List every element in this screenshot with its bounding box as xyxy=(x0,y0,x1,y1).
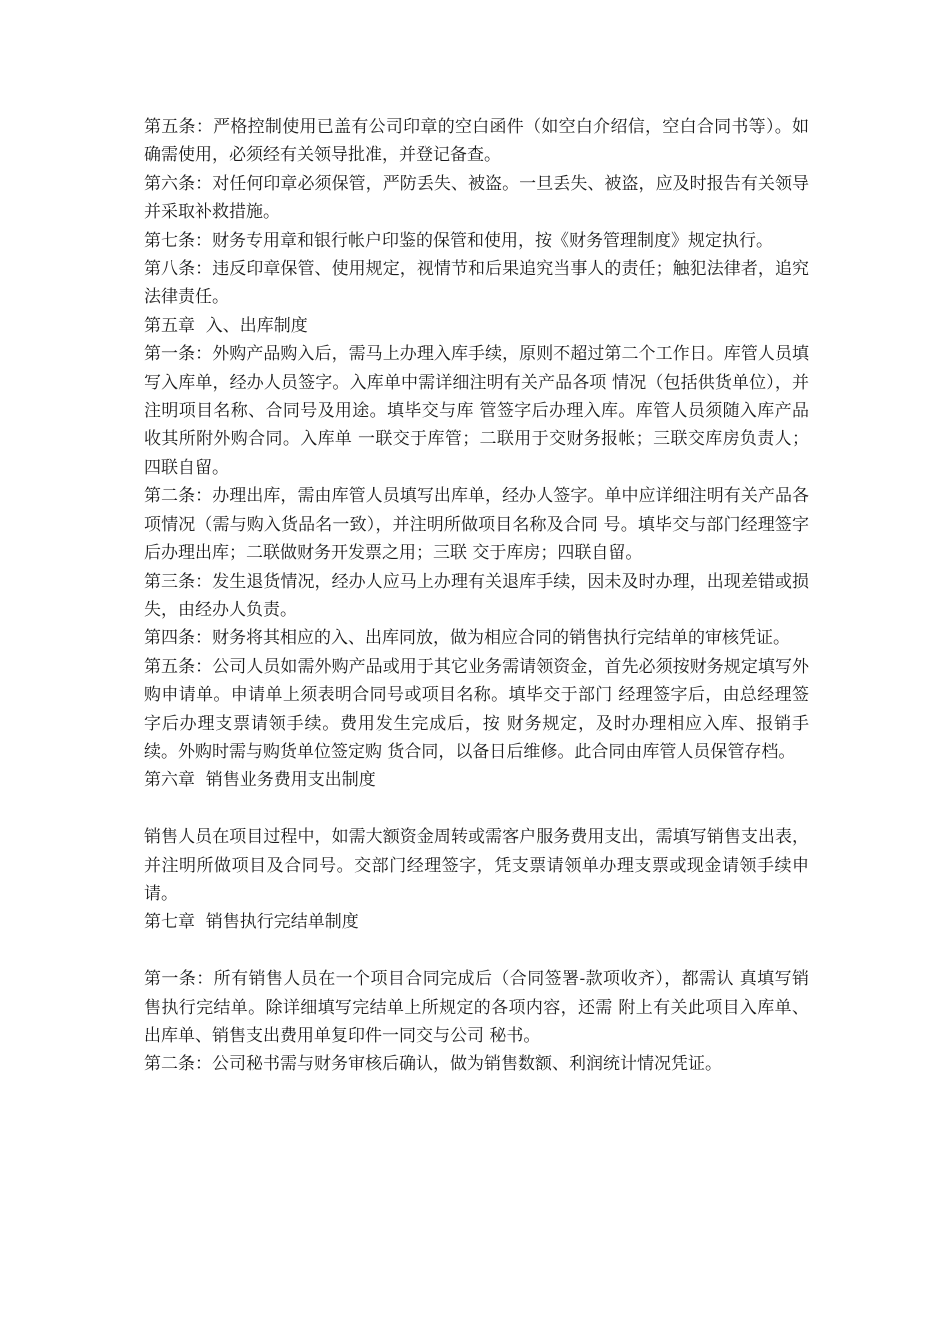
ch5-article-5: 第五条：公司人员如需外购产品或用于其它业务需请领资金，首先必须按财务规定填写外购申请单。申请单上须表明合同号或项目名称。填毕交于部门 经理签字后，由总经理签字后办理支票请领手续。费用发生完成后，按 财务规定，及时办理相应入库、报销手续。外购时需与购货单位签定购 货合同，以备日后维修。此合同由库管人员保管存档。 xyxy=(144,656,809,762)
blank-line-1 xyxy=(144,795,809,823)
chapter-6-heading: 第六章 销售业务费用支出制度 xyxy=(144,770,376,791)
blank-line-2 xyxy=(144,937,809,965)
ch5-article-4: 第四条：财务将其相应的入、出库同放，做为相应合同的销售执行完结单的审核凭证。 xyxy=(144,628,790,649)
document-body xyxy=(144,113,809,1079)
ch5-article-1: 第一条：外购产品购入后，需马上办理入库手续，原则不超过第二个工作日。库管人员填写入库单，经办人员签字。入库单中需详细注明有关产品各项 情况（包括供货单位），并注明项目名称、合同号及用途。填毕交与库 管签字后办理入库。库管人员须随入库产品收其所附外购合同。入库单 一联交于库管；二联用于交财务报帐；三联交库房负责人；四联自留。 xyxy=(144,344,809,478)
chapter-7-heading: 第七章 销售执行完结单制度 xyxy=(144,912,359,933)
ch6-body: 销售人员在项目过程中，如需大额资金周转或需客户服务费用支出，需填写销售支出表，并注明所做项目及合同号。交部门经理签字，凭支票请领单办理支票或现金请领手续申请。 xyxy=(144,827,809,904)
ch5-article-3: 第三条：发生退货情况，经办人应马上办理有关退库手续，因未及时办理，出现差错或损失，由经办人负责。 xyxy=(144,571,809,620)
ch7-article-1: 第一条：所有销售人员在一个项目合同完成后（合同签署-款项收齐），都需认 真填写销售执行完结单。除详细填写完结单上所规定的各项内容，还需 附上有关此项目入库单、出库单、销售支出费用单复印件一同交与公司 秘书。 xyxy=(144,969,809,1046)
article-6-seal-custody: 第六条：对任何印章必须保管，严防丢失、被盗。一旦丢失、被盗，应及时报告有关领导并采取补救措施。 xyxy=(144,173,809,223)
article-5-seal-blank-letters: 第五条：严格控制使用已盖有公司印章的空白函件（如空白介绍信，空白合同书等）。如确需使用，必须经有关领导批准，并登记备查。 xyxy=(144,117,809,166)
ch5-article-2: 第二条：办理出库，需由库管人员填写出库单，经办人签字。单中应详细注明有关产品各项情况（需与购入货品名一致），并注明所做项目名称及合同 号。填毕交与部门经理签字后办理出库；二联做财务开发票之用；三联 交于库房；四联自留。 xyxy=(144,486,809,564)
ch7-article-2: 第二条：公司秘书需与财务审核后确认，做为销售数额、利润统计情况凭证。 xyxy=(144,1054,722,1075)
article-8-violation: 第八条：违反印章保管、使用规定，视情节和后果追究当事人的责任；触犯法律者，追究法律责任。 xyxy=(144,259,809,308)
chapter-5-heading: 第五章 入、出库制度 xyxy=(144,315,308,336)
article-7-finance-seal: 第七条：财务专用章和银行帐户印鉴的保管和使用，按《财务管理制度》规定执行。 xyxy=(144,230,773,251)
